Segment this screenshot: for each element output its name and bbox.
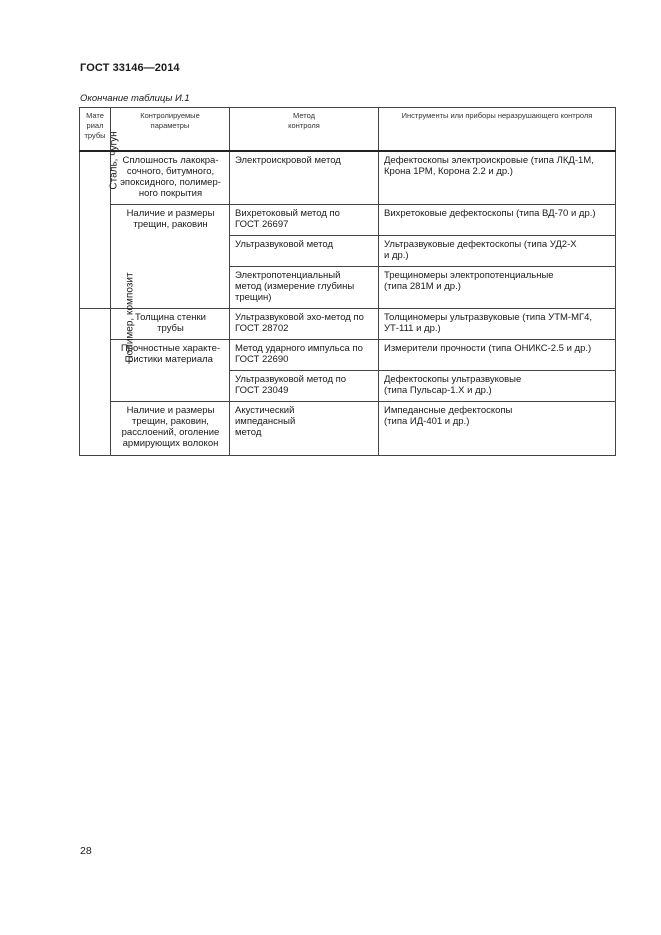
tools-cell: Импедансные дефектоскопы (типа ИД-401 и др.) — [379, 401, 616, 455]
table-row — [80, 339, 616, 370]
page-number: 28 — [80, 845, 92, 857]
method-cell: Акустический импедансный метод — [230, 401, 379, 455]
method-cell: Ультразвуковой метод по ГОСТ 23049 — [230, 370, 379, 401]
method-cell: Электроискровой метод — [230, 151, 379, 204]
method-cell: Метод ударного импульса по ГОСТ 22690 — [230, 339, 379, 370]
col-header-material: Мате риал трубы — [80, 108, 111, 152]
table-row — [80, 401, 616, 455]
material-label: Сталь, чугун — [108, 131, 120, 190]
table-row — [80, 308, 616, 339]
material-label: Полимер, композит — [124, 271, 136, 363]
param-cell: Наличие и размеры трещин, раковин, расслоений, оголение армирующих волокон — [111, 401, 230, 455]
method-cell: Вихретоковый метод по ГОСТ 26697 — [230, 204, 379, 235]
col-header-parameters: Контролируемые параметры — [111, 108, 230, 152]
tools-cell: Дефектоскопы ультразвуковые (типа Пульсар-1.Х и др.) — [379, 370, 616, 401]
tools-cell: Измерители прочности (типа ОНИКС-2.5 и др.) — [379, 339, 616, 370]
param-cell: Толщина стенки трубы — [111, 308, 230, 339]
table-caption: Окончание таблицы И.1 — [80, 93, 190, 104]
tools-cell: Толщиномеры ультразвуковые (типа УТМ-МГ4, УТ-111 и др.) — [379, 308, 616, 339]
tools-cell: Ультразвуковые дефектоскопы (типа УД2-Х и др.) — [379, 235, 616, 266]
methods-table — [79, 107, 616, 456]
col-header-method: Метод контроля — [230, 108, 379, 152]
document-header: ГОСТ 33146—2014 — [80, 62, 180, 74]
tools-cell: Вихретоковые дефектоскопы (типа ВД-70 и др.) — [379, 204, 616, 235]
table-row — [80, 204, 616, 235]
tools-cell: Дефектоскопы электроискровые (типа ЛКД-1М, Крона 1РМ, Корона 2.2 и др.) — [379, 151, 616, 204]
method-cell: Ультразвуковой метод — [230, 235, 379, 266]
param-cell: Наличие и размеры трещин, раковин — [111, 204, 230, 308]
method-cell: Электропотенциальный метод (измерение глубины трещин) — [230, 266, 379, 308]
param-cell: Прочностные характе- ристики материала — [111, 339, 230, 401]
material-cell-steel — [80, 131, 120, 308]
table-row — [80, 151, 616, 204]
param-cell: Сплошность лакокра- сочного, битумного, эпоксидного, полимер- ного покрытия — [111, 151, 230, 204]
col-header-tools: Инструменты или приборы неразрушающего контроля — [379, 108, 616, 152]
table-header-row — [80, 108, 616, 152]
tools-cell: Трещиномеры электропотенциальные (типа 281М и др.) — [379, 266, 616, 308]
method-cell: Ультразвуковой эхо-метод по ГОСТ 28702 — [230, 308, 379, 339]
material-cell-polymer — [80, 271, 136, 455]
